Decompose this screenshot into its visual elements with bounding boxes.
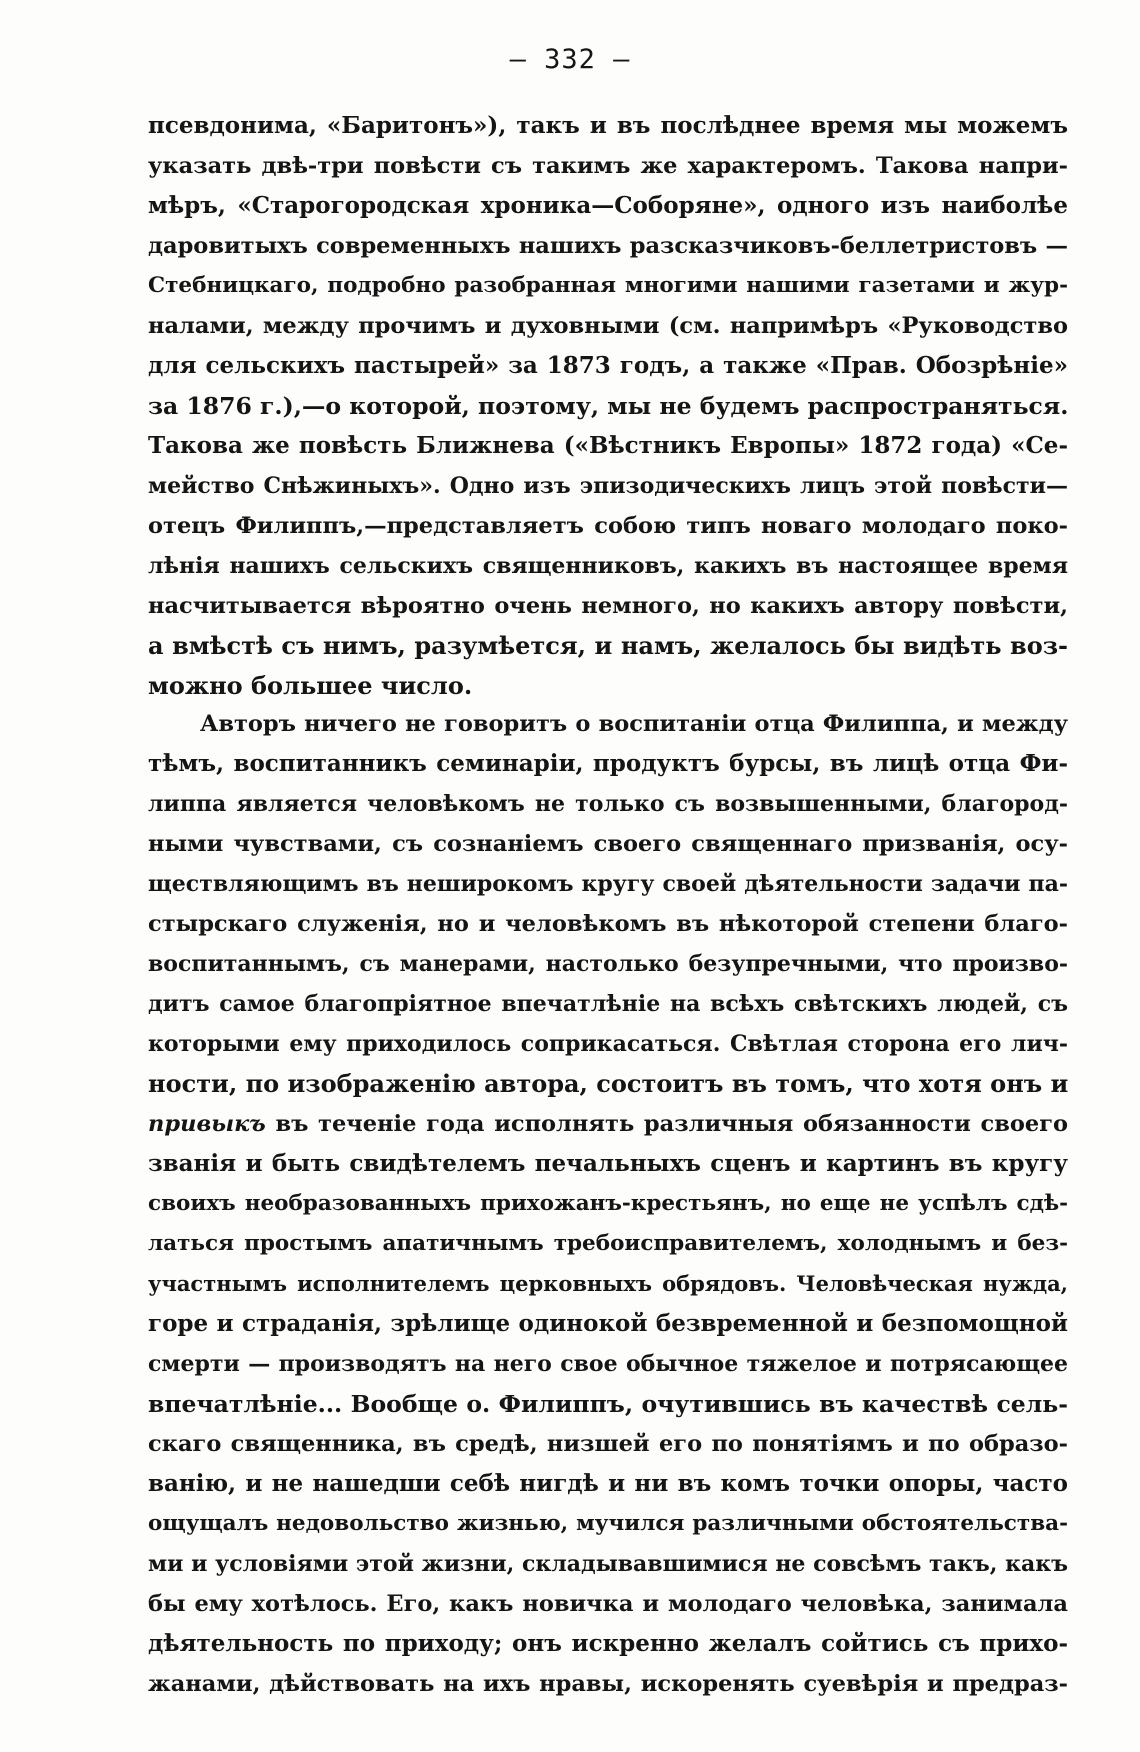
text-line: званія и быть свидѣтелемъ печальныхъ сценъ и картинъ въ кругу bbox=[148, 1150, 1068, 1177]
text-line: мѣръ, «Старогородская хроника—Соборяне», одного изъ наиболѣе bbox=[148, 192, 1068, 219]
text-line: горе и страданія, зрѣлище одинокой безвременной и безпомощной bbox=[148, 1310, 1068, 1337]
text-line-rest: въ теченіе года исполнять различныя обязанности своего bbox=[275, 1111, 1068, 1137]
text-line: ными чувствами, съ сознаніемъ своего священнаго призванія, осу- bbox=[148, 831, 1068, 857]
paragraph-2 bbox=[148, 704, 1068, 1704]
text-line: лѣнія нашихъ сельскихъ священниковъ, какихъ въ настоящее время bbox=[148, 553, 1068, 579]
text-line: стырскаго служенія, но и человѣкомъ въ нѣкоторой степени благо- bbox=[148, 911, 1068, 937]
text-line-with-italic bbox=[148, 1104, 1068, 1144]
text-line: ми и условіями этой жизни, складывавшимися не совсѣмъ такъ, какъ bbox=[148, 1551, 1068, 1577]
text-line: Такова же повѣсть Ближнева («Вѣстникъ Европы» 1872 года) «Се- bbox=[148, 432, 1068, 459]
text-line: участнымъ исполнителемъ церковныхъ обрядовъ. Человѣческая нужда, bbox=[148, 1271, 1068, 1296]
text-line: ществляющимъ въ неширокомъ кругу своей дѣятельности задачи па- bbox=[148, 871, 1068, 897]
text-line: налами, между прочимъ и духовными (см. напримѣръ «Руководство bbox=[148, 313, 1068, 339]
text-line: тѣмъ, воспитанникъ семинаріи, продуктъ бурсы, въ лицѣ отца Фи- bbox=[148, 750, 1068, 777]
text-line: воспитаннымъ, съ манерами, настолько безупречными, что произво- bbox=[148, 951, 1068, 977]
text-line: ванію, и не нашедши себѣ нигдѣ и ни въ комъ точки опоры, часто bbox=[148, 1470, 1068, 1497]
text-line: Авторъ ничего не говоритъ о воспитаніи отца Филиппа, и между bbox=[200, 711, 1068, 737]
italic-word: привыкъ bbox=[148, 1111, 266, 1137]
text-line: Стебницкаго, подробно разобранная многими нашими газетами и жур- bbox=[148, 273, 1068, 298]
text-line: отецъ Филиппъ,—представляетъ собою типъ новаго молодаго поко- bbox=[148, 513, 1068, 539]
page-number: — 332 — bbox=[509, 44, 631, 75]
text-line: дѣятельность по приходу; онъ искренно желалъ сойтись съ прихо- bbox=[148, 1630, 1068, 1657]
text-line: за 1876 г.),—о которой, поэтому, мы не будемъ распространяться. bbox=[148, 392, 1068, 420]
text-line: впечатлѣніе... Вообще о. Филиппъ, очутившись въ качествѣ сель- bbox=[148, 1390, 1068, 1418]
text-line: своихъ необразованныхъ прихожанъ-крестьянъ, но еще не успѣлъ сдѣ- bbox=[148, 1191, 1068, 1216]
text-line: мейство Снѣжиныхъ». Одно изъ эпизодическихъ лицъ этой повѣсти— bbox=[148, 473, 1068, 499]
text-line: смерти — производятъ на него свое обычное тяжелое и потрясающее bbox=[148, 1351, 1068, 1377]
text-line: ощущалъ недовольство жизнью, мучился различными обстоятельства- bbox=[148, 1511, 1068, 1536]
text-line: ности, по изображенію автора, состоитъ въ томъ, что хотя онъ и bbox=[148, 1069, 1068, 1098]
text-line: насчитывается вѣроятно очень немного, но какихъ автору повѣсти, bbox=[148, 593, 1068, 619]
text-line: можно большее число. bbox=[148, 671, 473, 700]
text-line: латься простымъ апатичнымъ требоисправителемъ, холоднымъ и без- bbox=[148, 1231, 1068, 1256]
text-line: дитъ самое благопріятное впечатлѣніе на всѣхъ свѣтскихъ людей, съ bbox=[148, 991, 1068, 1017]
text-line: которыми ему приходилось соприкасаться. Свѣтлая сторона его лич- bbox=[148, 1031, 1068, 1057]
text-line: даровитыхъ современныхъ нашихъ разсказчиковъ-беллетристовъ — bbox=[148, 233, 1068, 259]
text-line: липпа является человѣкомъ не только съ возвышенными, благород- bbox=[148, 791, 1068, 817]
text-line: жанами, дѣйствовать на ихъ нравы, искоренять суевѣрія и предраз- bbox=[148, 1671, 1068, 1697]
text-line: бы ему хотѣлось. Его, какъ новичка и молодаго человѣка, занимала bbox=[148, 1591, 1068, 1617]
text-line: для сельскихъ пастырей» за 1873 годъ, а также «Прав. Обозрѣніе» bbox=[148, 352, 1068, 379]
text-line: скаго священника, въ средѣ, низшей его по понятіямъ и по образо- bbox=[148, 1431, 1068, 1457]
text-line: а вмѣстѣ съ нимъ, разумѣется, и намъ, желалось бы видѣть воз- bbox=[148, 631, 1068, 660]
text-line: указать двѣ-три повѣсти съ такимъ же характеромъ. Такова напри- bbox=[148, 153, 1068, 179]
text-line: псевдонима, «Баритонъ»), такъ и въ послѣднее время мы можемъ bbox=[148, 112, 1068, 139]
paragraph-1 bbox=[148, 106, 1068, 706]
